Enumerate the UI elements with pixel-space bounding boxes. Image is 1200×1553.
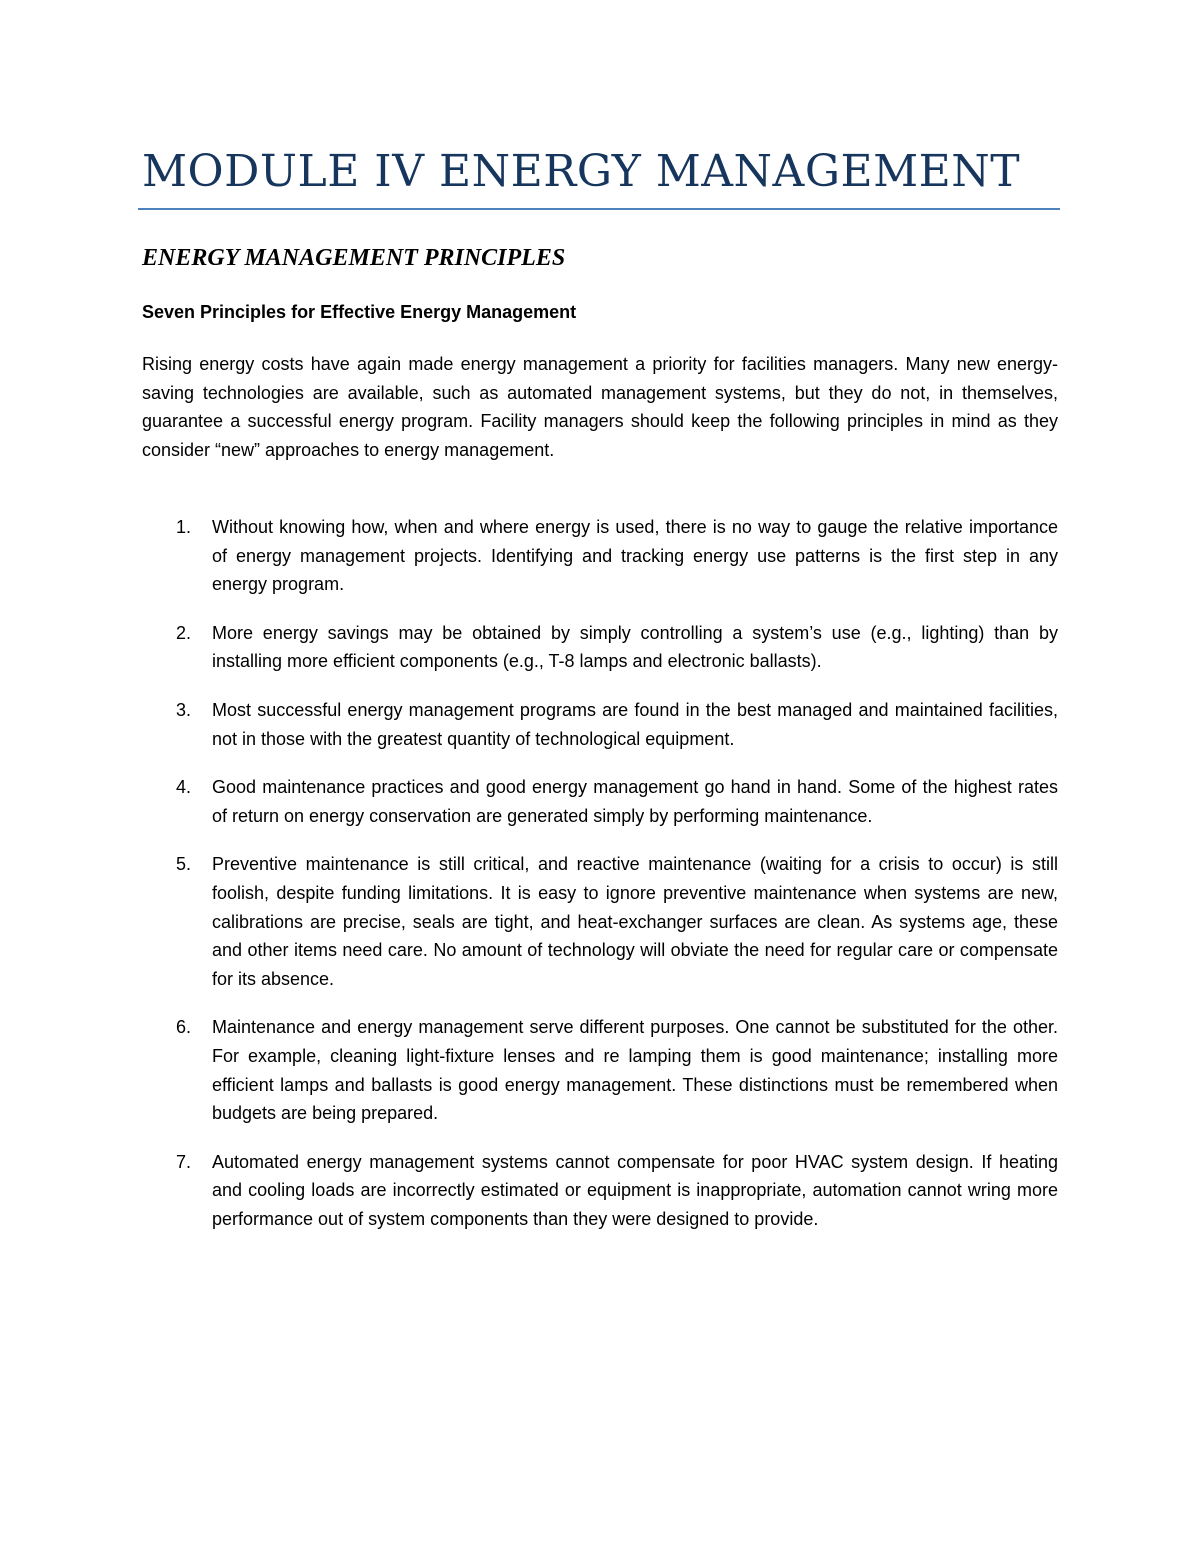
module-title: MODULE IV ENERGY MANAGEMENT <box>142 146 1021 197</box>
principle-item <box>142 619 1061 676</box>
principle-text: Maintenance and energy management serve different purposes. One cannot be substituted for the other. For example, cleaning light-fixture lenses and re lamping them is good maintenance; installing more efficient lamps and ballasts is good energy management. These distinctions must be remembered when budgets are being prepared. <box>212 1017 1058 1124</box>
principle-number: 2. <box>176 622 192 643</box>
principle-item <box>142 696 1061 753</box>
principle-number: 7. <box>176 1151 192 1172</box>
section-heading: ENERGY MANAGEMENT PRINCIPLES <box>142 245 566 271</box>
principle-text: Preventive maintenance is still critical, and reactive maintenance (waiting for a crisis to occur) is still foolish, despite funding limitations. It is easy to ignore preventive maintenance when systems are new, calibrations are precise, seals are tight, and heat-exchanger surfaces are clean. As systems age, these and other items need care. No amount of technology will obviate the need for regular care or compensate for its absence. <box>212 854 1058 989</box>
principle-number: 4. <box>176 777 192 798</box>
principle-number: 1. <box>176 517 192 537</box>
intro-paragraph: Rising energy costs have again made energy management a priority for facilities managers. Many new energy-saving technologies are available, such as automated management systems, but they do not, in themselves, guarantee a successful energy program. Facility managers should keep the following principles in mind as they consider “new” approaches to energy management. <box>142 354 1058 460</box>
principle-item <box>142 773 1061 830</box>
principle-text: Without knowing how, when and where energy is used, there is no way to gauge the relative importance of energy management projects. Identifying and tracking energy use patterns is the first step in any energy program. <box>212 517 1058 595</box>
principle-number: 3. <box>176 699 192 720</box>
principle-item <box>142 513 1061 599</box>
principle-item <box>142 1148 1061 1234</box>
principle-text: Good maintenance practices and good energy management go hand in hand. Some of the highest rates of return on energy conservation are generated simply by performing maintenance. <box>212 777 1058 826</box>
principle-item <box>142 1013 1061 1127</box>
principle-item <box>142 850 1061 993</box>
principle-text: Automated energy management systems cannot compensate for poor HVAC system design. If heating and cooling loads are incorrectly estimated or equipment is inappropriate, automation cannot wring more performance out of system components than they were designed to provide. <box>212 1151 1058 1229</box>
title-divider <box>138 208 1060 210</box>
principles-list <box>142 513 1061 1253</box>
principle-number: 5. <box>176 854 192 875</box>
principles-subheading: Seven Principles for Effective Energy Management <box>142 302 577 322</box>
principle-text: More energy savings may be obtained by simply controlling a system’s use (e.g., lighting) than by installing more efficient components (e.g., T-8 lamps and electronic ballasts). <box>212 622 1058 672</box>
principle-text: Most successful energy management programs are found in the best managed and maintained facilities, not in those with the greatest quantity of technological equipment. <box>212 699 1058 749</box>
principle-number: 6. <box>176 1017 192 1038</box>
